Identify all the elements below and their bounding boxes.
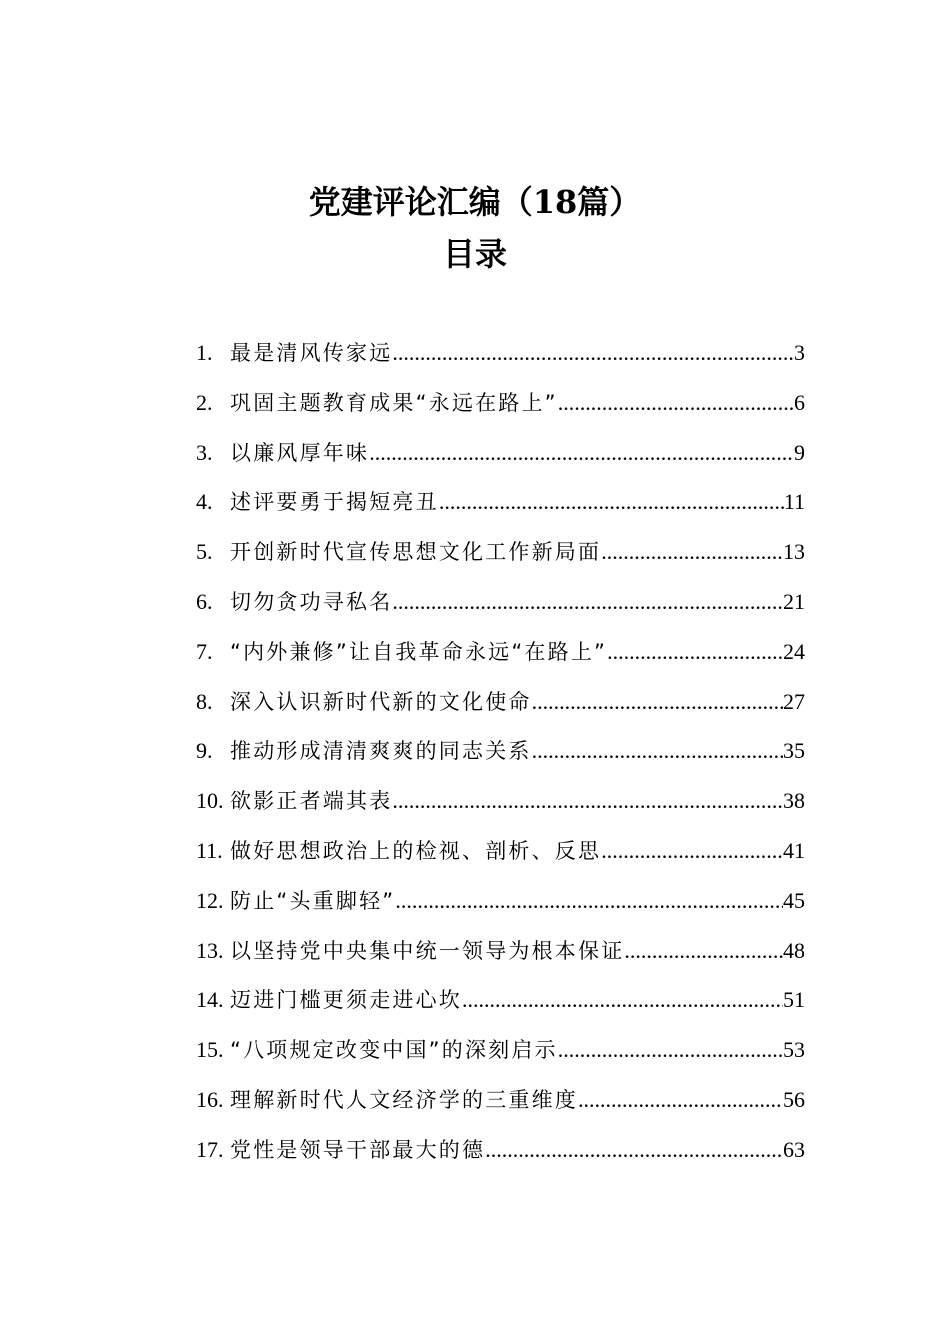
toc-entry-number: 12. <box>196 887 224 913</box>
toc-entry[interactable] <box>196 726 805 776</box>
toc-dot-leader <box>392 577 783 627</box>
toc-entry-page-number: 48 <box>783 937 805 963</box>
toc-dot-leader <box>532 677 783 727</box>
toc-entry-number: 11. <box>196 837 223 863</box>
toc-entry-number: 7. <box>196 638 213 664</box>
toc-entry-title: 防止“头重脚轻” <box>230 888 396 913</box>
toc-entry[interactable] <box>196 527 805 577</box>
toc-heading: 目录 <box>442 235 507 273</box>
toc-entry[interactable] <box>196 378 805 428</box>
toc-entry-page-number: 63 <box>783 1136 805 1162</box>
toc-entry[interactable] <box>196 876 805 926</box>
toc-entry-page-number: 27 <box>783 688 805 714</box>
toc-entry[interactable] <box>196 826 805 876</box>
toc-entry-title: 理解新时代人文经济学的三重维度 <box>230 1087 578 1112</box>
toc-dot-leader <box>485 1125 783 1175</box>
toc-entry-page-number: 45 <box>783 887 805 913</box>
toc-entry-page-number: 41 <box>783 837 805 863</box>
toc-entry-number: 5. <box>196 539 213 565</box>
toc-entry-number: 13. <box>196 937 224 963</box>
toc-entry-page-number: 6 <box>794 389 805 415</box>
toc-entry-title: 迈进门槛更须走进心坎 <box>230 988 462 1013</box>
toc-entry-title: 切勿贪功寻私名 <box>230 589 393 614</box>
toc-entry-page-number: 38 <box>783 788 805 814</box>
title-block <box>0 176 950 280</box>
toc-entry-title: 述评要勇于揭短亮丑 <box>230 490 439 515</box>
toc-entry[interactable] <box>196 677 805 727</box>
toc-dot-leader <box>369 428 794 478</box>
toc-entry[interactable] <box>196 577 805 627</box>
toc-entry[interactable] <box>196 776 805 826</box>
toc-dot-leader <box>532 726 783 776</box>
toc-entry[interactable] <box>196 1125 805 1175</box>
toc-dot-leader <box>392 776 783 826</box>
toc-entry-page-number: 21 <box>783 588 805 614</box>
toc-entry[interactable] <box>196 1025 805 1075</box>
toc-entry[interactable] <box>196 428 805 478</box>
toc-entry[interactable] <box>196 926 805 976</box>
toc-dot-leader <box>558 1025 783 1075</box>
toc-entry-number: 15. <box>196 1037 224 1063</box>
toc-entry-title: 以坚持党中央集中统一领导为根本保证 <box>230 938 625 963</box>
toc-entry-title: 党性是领导干部最大的德 <box>230 1137 486 1162</box>
toc-entry-page-number: 56 <box>783 1086 805 1112</box>
toc-entry[interactable] <box>196 477 805 527</box>
toc-entry-title: 深入认识新时代新的文化使命 <box>230 689 532 714</box>
toc-entry-title: “八项规定改变中国”的深刻启示 <box>230 1038 558 1063</box>
toc-entry-number: 14. <box>196 987 224 1013</box>
toc-entry-number: 16. <box>196 1086 224 1112</box>
toc-dot-leader <box>601 826 783 876</box>
table-of-contents <box>196 328 805 1175</box>
toc-entry-page-number: 51 <box>783 987 805 1013</box>
toc-dot-leader <box>558 378 794 428</box>
toc-entry-number: 4. <box>196 489 213 515</box>
toc-entry-number: 17. <box>196 1136 224 1162</box>
toc-entry-title: 最是清风传家远 <box>230 341 393 365</box>
toc-entry-title: 开创新时代宣传思想文化工作新局面 <box>230 540 602 565</box>
toc-dot-leader <box>439 477 784 527</box>
toc-entry-title: 以廉风厚年味 <box>230 440 370 465</box>
toc-dot-leader <box>578 1075 783 1125</box>
toc-entry-title: 做好思想政治上的检视、剖析、反思 <box>230 838 602 863</box>
toc-entry-page-number: 13 <box>783 539 805 565</box>
toc-entry-number: 3. <box>196 439 213 465</box>
toc-entry[interactable] <box>196 627 805 677</box>
toc-entry-page-number: 24 <box>783 638 805 664</box>
toc-dot-leader <box>607 627 783 677</box>
toc-dot-leader <box>601 527 783 577</box>
toc-entry-page-number: 9 <box>794 439 805 465</box>
toc-entry-number: 10. <box>196 788 224 814</box>
toc-dot-leader <box>462 975 783 1025</box>
toc-dot-leader <box>392 328 794 378</box>
toc-entry[interactable] <box>196 328 805 378</box>
document-title: 党建评论汇编（18篇） <box>308 183 642 221</box>
toc-entry-number: 2. <box>196 389 213 415</box>
toc-entry-number: 6. <box>196 588 213 614</box>
toc-entry-number: 9. <box>196 738 213 764</box>
toc-entry[interactable] <box>196 975 805 1025</box>
toc-entry[interactable] <box>196 1075 805 1125</box>
toc-dot-leader <box>624 926 783 976</box>
toc-dot-leader <box>395 876 783 926</box>
toc-entry-title: 欲影正者端其表 <box>230 789 393 814</box>
toc-entry-page-number: 3 <box>794 340 805 365</box>
toc-entry-number: 1. <box>196 340 213 365</box>
toc-entry-number: 8. <box>196 688 213 714</box>
toc-entry-page-number: 11 <box>783 489 805 515</box>
toc-entry-page-number: 35 <box>783 738 805 764</box>
toc-entry-title: “内外兼修”让自我革命永远“在路上” <box>230 639 608 664</box>
toc-entry-title: 巩固主题教育成果“永远在路上” <box>230 390 558 415</box>
toc-entry-page-number: 53 <box>783 1037 805 1063</box>
toc-entry-title: 推动形成清清爽爽的同志关系 <box>230 739 532 764</box>
